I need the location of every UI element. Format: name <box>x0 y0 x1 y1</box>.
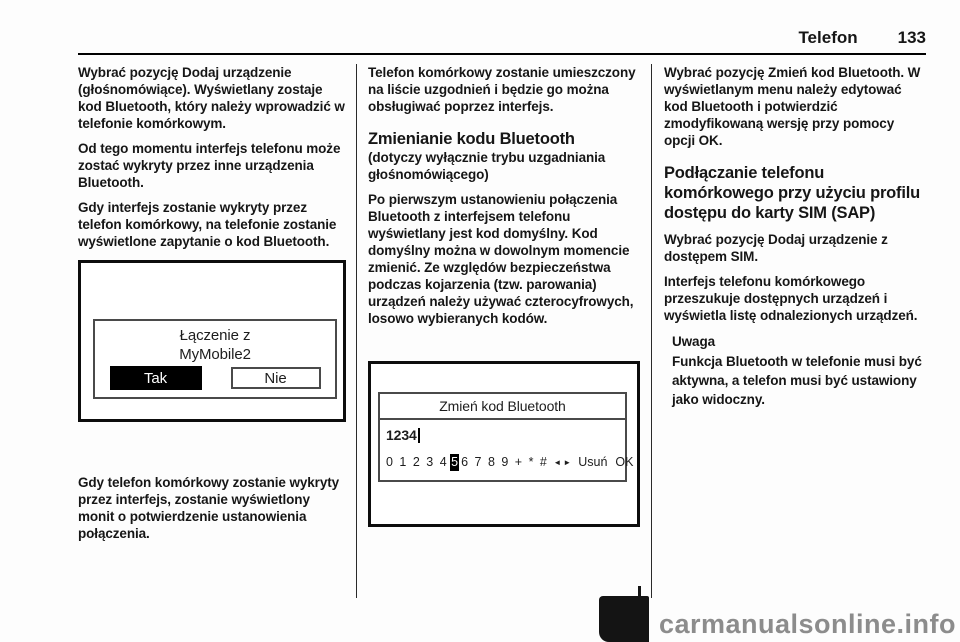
text-cursor <box>418 428 420 443</box>
pairing-dialog-text-line2: MyMobile2 <box>179 346 251 363</box>
change-code-dialog <box>378 392 634 482</box>
note-body: Funkcja Bluetooth w telefonie musi być aktywna, a telefon musi być ustawiony jako widoczny. <box>672 354 922 407</box>
figure-change-code-dialog <box>368 361 640 527</box>
column-2 <box>368 64 640 527</box>
delete-key-label: Usuń <box>578 454 608 469</box>
column-3 <box>664 64 925 409</box>
figure-pairing-dialog <box>78 260 346 422</box>
section-heading-sap: Podłączanie telefonu komórkowego przy użyciu profilu dostępu do karty SIM (SAP) <box>664 164 920 222</box>
header-rule <box>78 53 926 55</box>
column-divider-1 <box>356 64 357 598</box>
pairing-dialog <box>93 319 337 399</box>
keypad-keys-before-selection: 0 1 2 3 4 <box>386 454 449 469</box>
paragraph-default-code: Po pierwszym ustanowieniu połączenia Bluetooth z interfejsem telefonu wyświetlany jest kod domyślny. Kod domyślny można w dowolnym momencie zmienić. Ze względów bezpieczeństwa podczas kojarzenia (tzw. parowania) urządzeń należy używać czterocyfrowych, losowo wybieranych kodów. <box>368 192 634 326</box>
header-chapter-title: Telefon <box>798 28 858 47</box>
cursor-right-icon: ► <box>563 457 572 467</box>
note-block <box>672 332 925 409</box>
watermark <box>599 596 956 642</box>
paragraph-select-add-device: Wybrać pozycję Dodaj urządzenie (głośnomówiące). Wyświetlany zostaje kod Bluetooth, który należy wprowadzić w telefonie komórkowym. <box>78 65 345 131</box>
paragraph-paired-list: Telefon komórkowy zostanie umieszczony na liście uzgodnień i będzie go można obsługiwać poprzez interfejs. <box>368 65 636 114</box>
cursor-left-icon: ◄ <box>553 457 562 467</box>
no-button: Nie <box>231 367 321 389</box>
note-title: Uwaga <box>672 334 716 349</box>
page-header <box>78 28 926 48</box>
paragraph-discoverable: Od tego momentu interfejs telefonu może zostać wykryty przez inne urządzenia Bluetooth. <box>78 141 341 190</box>
pairing-dialog-text-line1: Łączenie z <box>179 327 251 344</box>
carmanualsonline-logo-icon <box>599 596 649 642</box>
paragraph-code-prompt: Gdy interfejs zostanie wykryty przez telefon komórkowy, na telefonie zostanie wyświetlone zapytanie o kod Bluetooth. <box>78 200 337 249</box>
code-input-field <box>380 420 625 453</box>
ok-key-label: OK <box>615 454 634 469</box>
paragraph-select-change-code: Wybrać pozycję Zmień kod Bluetooth. W wyświetlanym menu należy edytować kod Bluetooth i potwierdzić zmodyfikowaną wersję przy pomocy opcji OK. <box>664 65 921 148</box>
watermark-text: carmanualsonline.info <box>658 609 956 639</box>
paragraph-confirm-connection: Gdy telefon komórkowy zostanie wykryty przez interfejs, zostanie wyświetlony monit o potwierdzenie ustanowienia połączenia. <box>78 475 340 541</box>
code-input-value: 1234 <box>386 427 417 443</box>
header-page-number: 133 <box>897 28 926 47</box>
column-1 <box>78 64 346 550</box>
section-heading-change-code: Zmienianie kodu Bluetooth <box>368 130 575 148</box>
column-divider-2 <box>651 64 652 598</box>
paragraph-select-sim-access: Wybrać pozycję Dodaj urządzenie z dostępem SIM. <box>664 232 888 264</box>
character-keypad-row <box>380 453 634 480</box>
pairing-dialog-buttons <box>95 366 335 390</box>
keypad-keys-after-selection: 6 7 8 9 + * # <box>461 454 549 469</box>
section-subheading: (dotyczy wyłącznie trybu uzgadniania głośnomówiącego) <box>368 150 606 182</box>
change-code-dialog-title: Zmień kod Bluetooth <box>380 394 625 420</box>
yes-button: Tak <box>110 366 202 390</box>
keypad-selected-key: 5 <box>451 454 459 469</box>
paragraph-device-search: Interfejs telefonu komórkowego przeszukuje dostępnych urządzeń i wyświetla listę odnalezionych urządzeń. <box>664 274 918 323</box>
